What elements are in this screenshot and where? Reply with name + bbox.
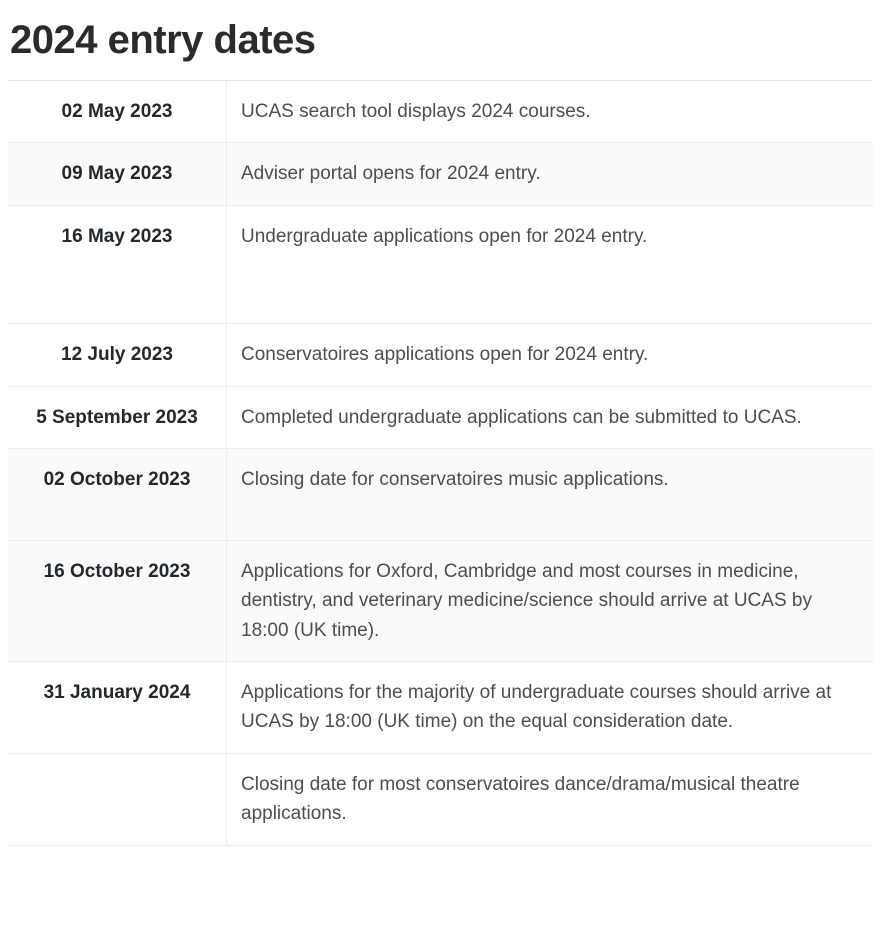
row-date: 16 May 2023 <box>8 205 227 323</box>
row-date: 31 January 2024 <box>8 661 227 753</box>
table-row <box>8 661 873 753</box>
row-date: 16 October 2023 <box>8 540 227 661</box>
row-description: Conservatoires applications open for 2024 entry. <box>227 324 874 386</box>
table-row <box>8 81 873 143</box>
row-description: UCAS search tool displays 2024 courses. <box>227 81 874 143</box>
row-description: Closing date for conservatoires music applications. <box>227 449 874 540</box>
table-row <box>8 205 873 323</box>
row-date: 5 September 2023 <box>8 386 227 448</box>
row-date: 09 May 2023 <box>8 143 227 205</box>
row-description: Applications for the majority of undergraduate courses should arrive at UCAS by 18:00 (UK time) on the equal consideration date. <box>227 661 874 753</box>
table-row <box>8 449 873 540</box>
row-date: 02 October 2023 <box>8 449 227 540</box>
row-date: 12 July 2023 <box>8 324 227 386</box>
row-description: Undergraduate applications open for 2024 entry. <box>227 205 874 323</box>
table-row <box>8 753 873 845</box>
row-description: Closing date for most conservatoires dance/drama/musical theatre applications. <box>227 753 874 845</box>
entry-dates-table <box>8 80 873 846</box>
row-description: Adviser portal opens for 2024 entry. <box>227 143 874 205</box>
table-row <box>8 324 873 386</box>
table-row <box>8 540 873 661</box>
page-title: 2024 entry dates <box>10 18 316 62</box>
row-description: Completed undergraduate applications can be submitted to UCAS. <box>227 386 874 448</box>
table-row <box>8 386 873 448</box>
table-row <box>8 143 873 205</box>
row-date <box>8 753 227 845</box>
row-date: 02 May 2023 <box>8 81 227 143</box>
row-description: Applications for Oxford, Cambridge and most courses in medicine, dentistry, and veterinary medicine/science should arrive at UCAS by 18:00 (UK time). <box>227 540 874 661</box>
